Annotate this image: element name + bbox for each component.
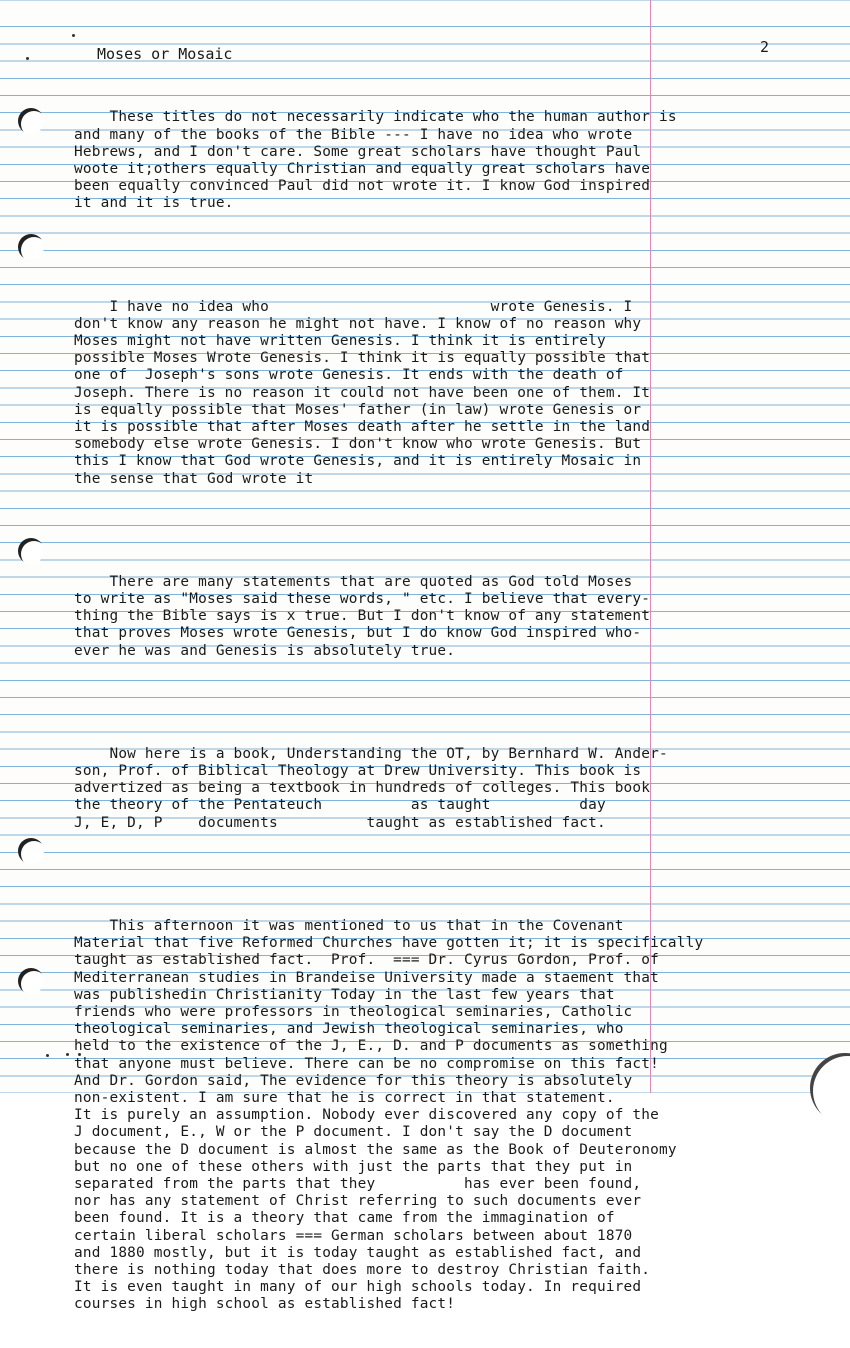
speck	[72, 34, 75, 37]
speck	[46, 1054, 49, 1057]
speck	[66, 1053, 69, 1056]
punch-hole	[18, 108, 44, 134]
paragraph-2: I have no idea who wrote Genesis. I don't know any reason he might not have. I know of no reason why Moses might not have written Genesis. I think it is entirely possible Moses Wrote Genesis. I think it is equally possible that one of Joseph's sons wrote Genesis. It ends with the death of Joseph. There is no reason it could not have been one of them. It is equally possible that Moses' father (in law) wrote Genesis or it is possible that after Moses death after he settle in the land somebody else wrote Genesis. I don't know who wrote Genesis. But this I know that God wrote Genesis, and it is entirely Mosaic in the sense that God wrote it	[74, 298, 651, 487]
document-title: Moses or Mosaic	[97, 45, 233, 63]
punch-hole	[18, 538, 44, 564]
speck	[26, 57, 29, 60]
punch-hole	[18, 838, 44, 864]
paragraph-5: This afternoon it was mentioned to us that in the Covenant Material that five Reformed Churches have gotten it; it is specifically taught as established fact. Prof. === Dr. Cyrus Gordon, Prof. of Mediterranean studies in Brandeise University made a staement that was publishedin Christianity Today in the last few years that friends who were professors in theological seminaries, Catholic theological seminaries, and Jewish theological seminaries, who held to the existence of the J, E., D. and P documents as something that anyone must believe. There can be no compromise on this fact! And Dr. Gordon said, The evidence for this theory is absolutely non-existent. I am sure that he is correct in that statement. It is purely an assumption. Nobody ever discovered any copy of the J document, E., W or the P document. I don't say the D document because the D document is almost the same as the Book of Deuteronomy but no one of these others with just the parts that they put in separated from the parts that they has ever been found, nor has any statement of Christ referring to such documents ever been found. It is a theory that came from the immagination of certain liberal scholars === German scholars between about 1870 and 1880 mostly, but it is today taught as established fact, and there is nothing today that does more to destroy Christian faith. It is even taught in many of our high schools today. In required courses in high school as established fact!	[74, 917, 704, 1313]
body-text	[74, 75, 829, 1348]
paragraph-1: These titles do not necessarily indicate who the human author is and many of the books of the Bible --- I have no idea who wrote Hebrews, and I don't care. Some great scholars have thought Paul woote it;others equally Christian and equally great scholars have been equally convinced Paul did not wrote it. I know God inspired it and it is true.	[74, 109, 677, 212]
paragraph-3: There are many statements that are quoted as God told Moses to write as "Moses said these words, " etc. I believe that every- thing the Bible says is x true. But I don't know of any statement that proves Moses wrote Genesis, but I do know God inspired who- ever he was and Genesis is absolutely true.	[74, 573, 651, 659]
page-number: 2	[760, 38, 770, 56]
punch-hole	[18, 968, 44, 994]
punch-hole	[18, 234, 44, 260]
paragraph-4: Now here is a book, Understanding the OT, by Bernhard W. Ander- son, Prof. of Biblical Theology at Drew University. This book is advertized as being a textbook in hundreds of colleges. This book the theory of the Pentateuch as taught day J, E, D, P documents taught as established fact.	[74, 745, 668, 831]
